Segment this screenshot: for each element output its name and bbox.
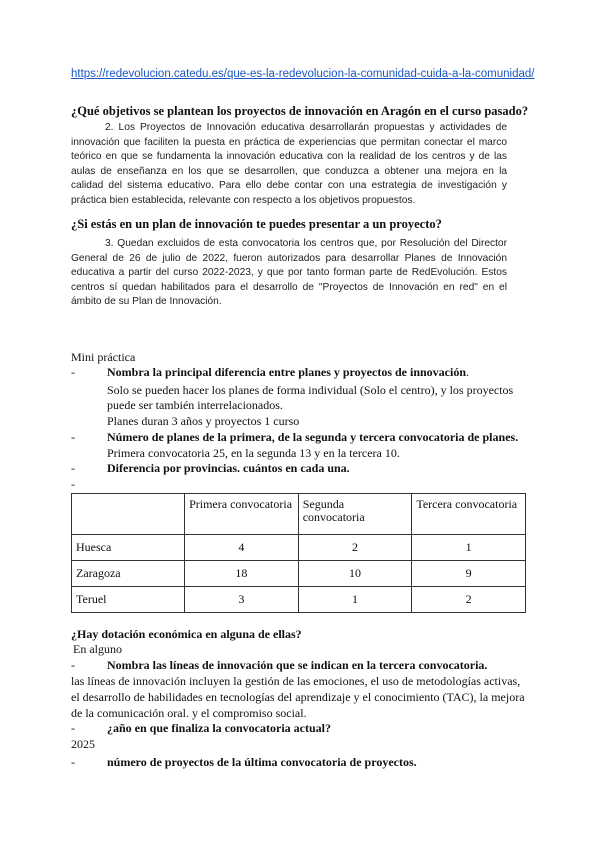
list-dash: - <box>71 477 75 491</box>
answer-end-year: 2025 <box>71 737 95 751</box>
item-innovation-lines-title: Nombra las líneas de innovación que se indican en la tercera convocatoria. <box>107 658 488 672</box>
table-cell: 18 <box>185 561 299 587</box>
table-cell: 3 <box>185 587 299 613</box>
quote-objectives-text: 2. Los Proyectos de Innovación educativa desarrollarán propuestas y actividades de innovación que faciliten la puesta en práctica de experiencias que permitan conectar el marco teórico en que se fundamenta la innovación educativa con la realidad de los centros y de las aulas de enseñanza en los que se desarrollen, que conduzca a obtener una mejora en la calidad del sistema educativo. Para ello debe contar con una estrategia de investigación y práctica bien establecida, relevante con respecto a los objetivos propuestos. <box>71 122 507 206</box>
list-dash: - <box>71 430 75 444</box>
table-cell-province: Huesca <box>72 535 185 561</box>
answer-line: Solo se pueden hacer los planes de forma individual (Solo el centro), y los proyectos <box>107 383 514 397</box>
list-dash: - <box>71 461 75 475</box>
table-header-cell <box>72 494 185 535</box>
answer-line: el desarrollo de habilidades en tecnologías del aprendizaje y el conocimiento (TAC), la mejora <box>71 690 525 704</box>
item-plans-vs-projects-period: . <box>466 365 469 379</box>
table-cell: 1 <box>298 587 412 613</box>
question-plan-project: ¿Si estás en un plan de innovación te puedes presentar a un proyecto? <box>71 217 442 231</box>
answer-line: Planes duran 3 años y proyectos 1 curso <box>107 414 300 428</box>
question-objectives: ¿Qué objetivos se plantean los proyectos de innovación en Aragón en el curso pasado? <box>71 104 529 118</box>
table-header-row <box>72 494 526 535</box>
table-cell: 2 <box>298 535 412 561</box>
table-cell: 10 <box>298 561 412 587</box>
table-header-cell: Tercera convocatoria <box>412 494 526 535</box>
answer-line: Primera convocatoria 25, en la segunda 13 y en la tercera 10. <box>107 446 400 460</box>
answer-funding: En alguno <box>73 642 122 656</box>
table-header-cell: Segunda convocatoria <box>298 494 412 535</box>
answer-line: las líneas de innovación incluyen la gestión de las emociones, el uso de metodologías activas, <box>71 674 521 688</box>
item-plans-vs-projects-title: Nombra la principal diferencia entre planes y proyectos de innovación <box>107 365 466 379</box>
item-plans-vs-projects <box>107 365 469 380</box>
item-end-year-title: ¿año en que finaliza la convocatoria actual? <box>107 721 331 735</box>
item-plan-counts-title: Número de planes de la primera, de la segunda y tercera convocatoria de planes. <box>107 430 519 444</box>
table-row <box>72 587 526 613</box>
table-row <box>72 561 526 587</box>
item-provinces-title: Diferencia por provincias. cuántos en cada una. <box>107 461 350 475</box>
question-funding: ¿Hay dotación económica en alguna de ellas? <box>71 627 302 641</box>
item-last-projects-title: número de proyectos de la última convocatoria de proyectos. <box>107 755 417 769</box>
table-cell: 1 <box>412 535 526 561</box>
province-table <box>71 493 526 613</box>
answer-line: de la comunicación oral. y el compromiso social. <box>71 706 307 720</box>
table-cell: 4 <box>185 535 299 561</box>
table-row <box>72 535 526 561</box>
list-dash: - <box>71 658 75 672</box>
list-dash: - <box>71 365 75 379</box>
table-header-cell: Primera convocatoria <box>185 494 299 535</box>
table-cell: 2 <box>412 587 526 613</box>
table-cell: 9 <box>412 561 526 587</box>
quote-exclusion-text: 3. Quedan excluidos de esta convocatoria los centros que, por Resolución del Director General de 26 de julio de 2022, fueron autorizados para desarrollar Planes de Innovación educativa a partir del curso 2022-2023, y que por tanto forman parte de RedEvolución. Estos centros sí quedan habilitados para el desarrollo de "Proyectos de Innovación en red" en el ámbito de su Plan de Innovación. <box>71 238 507 308</box>
answer-line: puede ser también interrelacionados. <box>107 398 283 412</box>
table-cell-province: Teruel <box>72 587 185 613</box>
source-link[interactable]: https://redevolucion.catedu.es/que-es-la-redevolucion-la-comunidad-cuida-a-la-comunidad/ <box>71 68 535 80</box>
quote-exclusion <box>71 237 507 310</box>
quote-objectives <box>71 121 507 209</box>
mini-practice-heading: Mini práctica <box>71 350 136 364</box>
list-dash: - <box>71 721 75 735</box>
table-cell-province: Zaragoza <box>72 561 185 587</box>
list-dash: - <box>71 755 75 769</box>
